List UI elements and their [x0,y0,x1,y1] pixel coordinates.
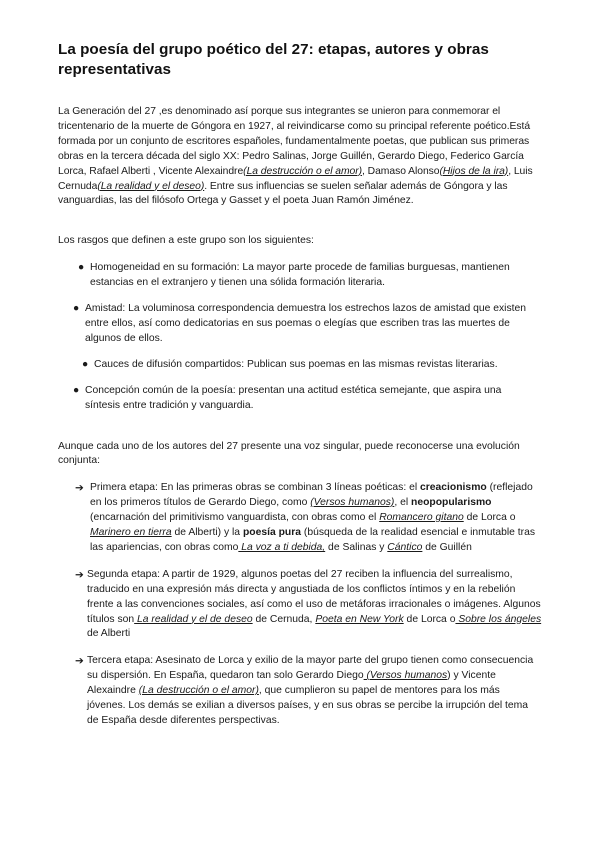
arrow-icon: ➔ [75,482,84,495]
rasgos-list [58,261,550,413]
list-item-text: Cauces de difusión compartidos: Publican sus poemas en las mismas revistas literarias. [94,358,498,370]
page-title: La poesía del grupo poético del 27: etapas, autores y obras representativas [58,41,489,78]
etapa-item [58,568,550,643]
etapa-text: (encarnación del primitivismo vanguardista, con obras como el [90,512,380,524]
bullet-icon: ● [73,384,80,396]
etapa-text: de Salinas y [325,541,388,553]
etapa-text: Tercera etapa: Asesinato de Lorca y exilio de la mayor parte del grupo tienen como consecuencia su dispersión. En España, quedaron tan solo Gerardo Diego [87,655,534,682]
etapa-item [58,654,550,729]
intro-paragraph [58,105,550,209]
etapa-text: de Guillén [422,541,472,553]
etapa-text: (reflejado en los primeros títulos de Gerardo Diego, como [90,482,533,509]
arrow-icon: ➔ [75,655,84,668]
intro-text-3: , Luis Cernuda [58,165,533,192]
term-bold: creacionismo [420,482,487,494]
work-title: (Versos humanos) [310,497,395,509]
work-title: (La realidad y el deseo) [97,180,205,192]
list-item [58,358,550,373]
bullet-icon: ● [73,303,80,315]
bullet-icon: ● [78,262,85,274]
list-item-text: Concepción común de la poesía: presentan una actitud estética semejante, que aspira una síntesis entre tradición y vanguardia. [85,384,502,411]
etapa-text: de Lorca o [463,512,516,524]
intro-text-1: La Generación del 27 ,es denominado así porque sus integrantes se unieron para conmemorar el tricentenario de la muerte de Góngora en 1927, al reivindicarse como su principal referente poético.Está formada por un conjunto de escritores españoles, fundamentalmente poetas, que publican sus primeras obras en la tercera década del siglo XX: Pedro Salinas, Jorge Guillén, Gerardo Diego, Federico García Lorca, Rafael Alberti , Vicente Alexaindre [58,106,531,177]
etapa-text: ) y Vicente Alexaindre [87,670,496,697]
list-item [58,384,550,414]
evolucion-intro: Aunque cada uno de los autores del 27 presente una voz singular, puede reconocerse una evolución conjunta: [58,440,520,467]
intro-text-4: . Entre sus influencias se suelen señalar además de Góngora y las vanguardias, las del filósofo Ortega y Gasset y el poeta Juan Ramón Jiménez. [58,180,508,207]
work-title: Poeta en New York [315,613,404,625]
work-title: Romancero gitano [379,512,464,524]
etapa-text: de Alberti [87,628,131,640]
arrow-icon: ➔ [75,568,84,581]
work-title: (La destrucción o el amor) [138,685,259,697]
etapa-item [58,481,550,556]
etapa-text: , el [394,497,412,509]
list-item [58,302,550,347]
etapa-text: , que cumplieron su papel de mentores para los más jóvenes. Los demás se exilian a diversos países, y en sus obras se percibe la irrupción del tema de España desde diferentes perspectivas. [87,685,528,726]
etapa-text: Primera etapa: En las primeras obras se combinan 3 líneas poéticas: el [90,482,421,494]
rasgos-intro: Los rasgos que definen a este grupo son los siguientes: [58,235,314,247]
term-bold: neopopularismo [411,497,492,509]
work-title: (La destrucción o el amor) [243,165,363,177]
etapa-text: Segunda etapa: A partir de 1929, algunos poetas del 27 reciben la influencia del surrealismo, traducido en una expresión más directa y angustiada de los conflictos íntimos y en la rebelión frente a las convenciones sociales, así como el uso de metáforas irracionales o imágenes. Algunos títulos son [87,568,541,625]
list-item-text: Amistad: La voluminosa correspondencia demuestra los estrechos lazos de amistad que existen entre ellos, así como dedicatorias en sus poemas o elegías que escriben tras las muertes de algunos de ellos. [85,303,526,344]
etapa-text: de Lorca o [403,613,456,625]
term-bold: poesía pura [242,527,301,539]
work-title: Cántico [387,541,423,553]
list-item [58,261,550,291]
bullet-icon: ● [82,358,89,370]
work-title: La realidad y el de deseo [134,613,253,625]
etapas-list [58,481,550,729]
work-title: Sobre los ángeles [455,613,542,625]
list-item-text: Homogeneidad en su formación: La mayor parte procede de familias burguesas, mantienen estancias en el extranjero y tienen una sólida formación literaria. [90,262,510,289]
work-title: (Hijos de la ira) [439,165,509,177]
work-title: (Versos humanos [363,670,448,682]
work-title: Marinero en tierra [90,527,172,539]
work-title: La voz a ti debida, [238,541,326,553]
etapa-text: de Cernuda, [252,613,316,625]
intro-text-2: , Damaso Alonso [362,165,440,177]
etapa-text: (búsqueda de la realidad esencial e inmutable tras las apariencias, con obras como [90,527,536,553]
etapa-text: de Alberti) y la [171,527,243,539]
